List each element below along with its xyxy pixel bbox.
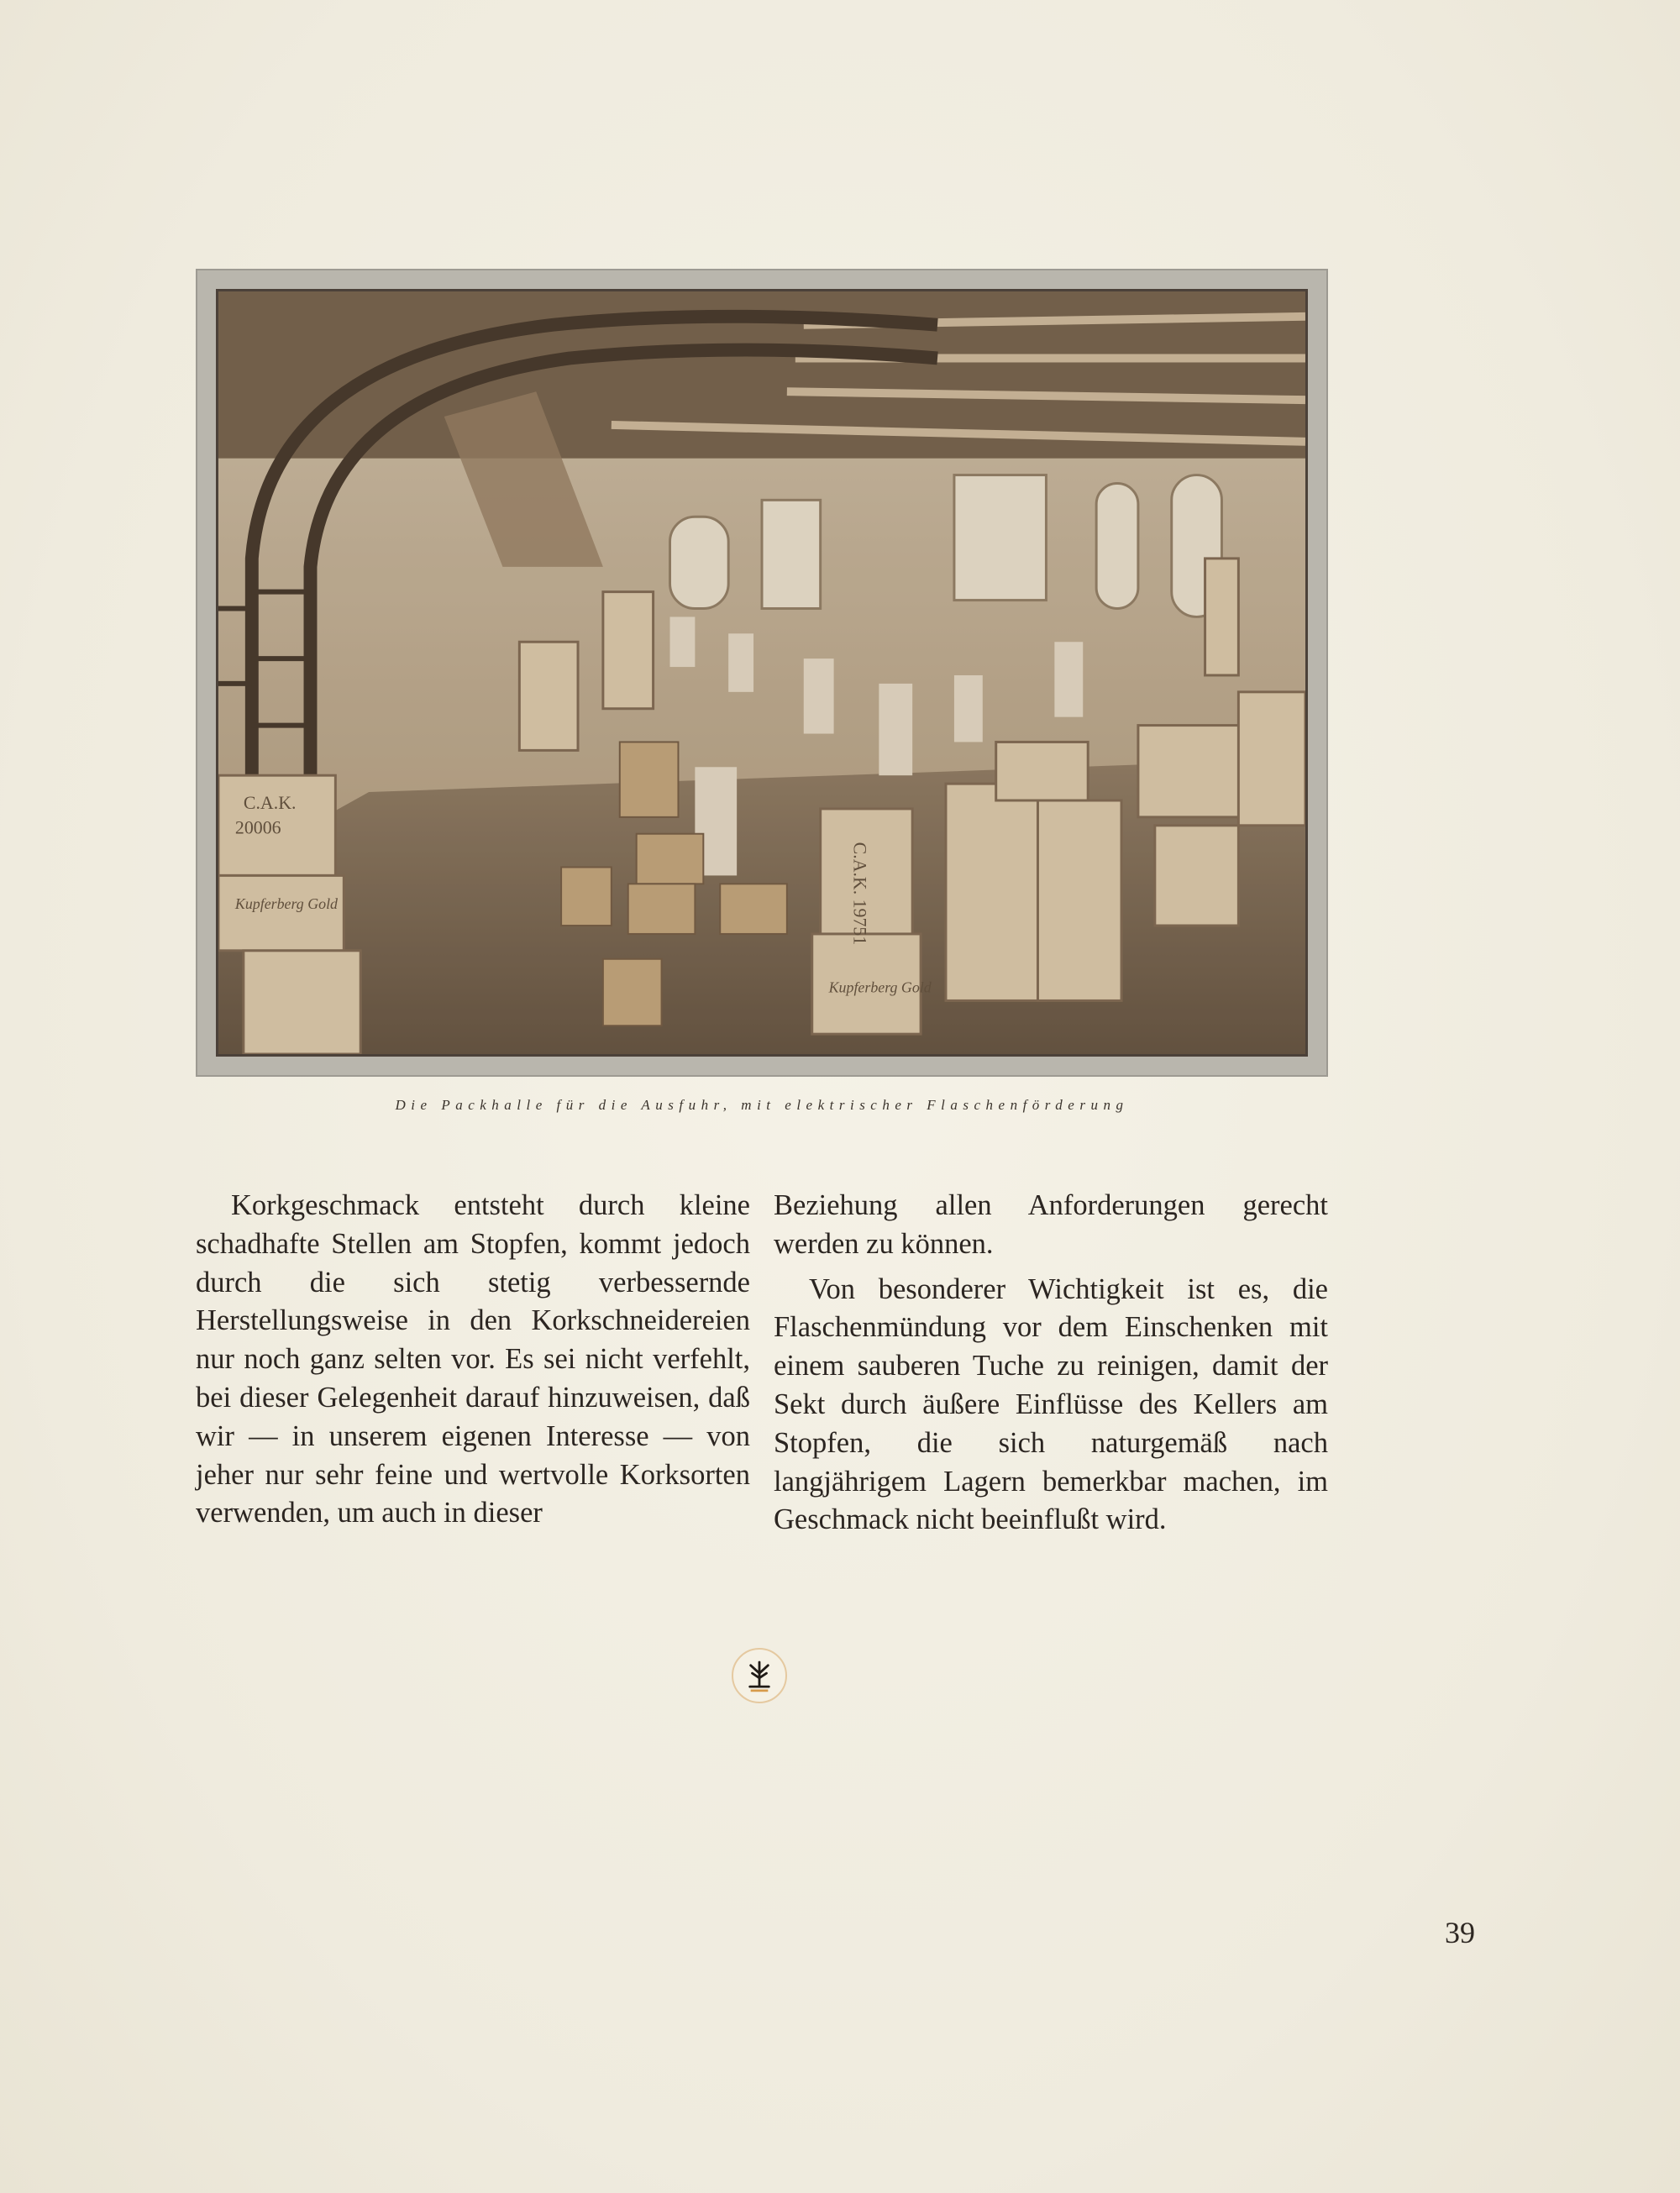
paragraph: Von besonderer Wichtigkeit ist es, die Flaschenmündung vor dem Einschenken mit einem sauberen Tuche zu reinigen, damit der Sekt durch äußere Einflüsse des Kellers am Stopfen, die sich naturgemäß nach langjährigem Lagern bemerkbar machen, im Geschmack nicht beeinflußt wird. [774, 1272, 1328, 1536]
svg-text:Kupferberg Gold: Kupferberg Gold [828, 978, 932, 996]
svg-text:Kupferberg Gold: Kupferberg Gold [234, 895, 339, 913]
text-column-right [774, 1187, 1328, 1540]
vignette-emblem-icon [732, 1648, 787, 1703]
photo-plate [196, 269, 1328, 1077]
text-column-left [196, 1187, 750, 1533]
svg-text:C.A.K. 19751: C.A.K. 19751 [849, 842, 870, 946]
page-number: 39 [1445, 1916, 1475, 1949]
svg-text:20006: 20006 [234, 817, 281, 838]
paragraph: Korkgeschmack entsteht durch kleine schadhafte Stellen am Stopfen, kommt jedoch durch die sich stetig verbessernde Herstellungsweise in den Korkschneidereien nur noch ganz selten vor. Es sei nicht verfehlt, bei dieser Gelegenheit darauf hinzuweisen, daß wir — in unserem eigenen Interesse — von jeher nur sehr feine und wertvolle Korksorten verwenden, um auch in dieser [196, 1189, 750, 1529]
figure-caption: Die Packhalle für die Ausfuhr, mit elektrischer Flaschenförderung [395, 1097, 1129, 1113]
paragraph: Beziehung allen Anforderungen gerecht werden zu können. [774, 1189, 1328, 1260]
packing-hall-photo [216, 289, 1308, 1057]
svg-text:C.A.K.: C.A.K. [243, 792, 297, 813]
